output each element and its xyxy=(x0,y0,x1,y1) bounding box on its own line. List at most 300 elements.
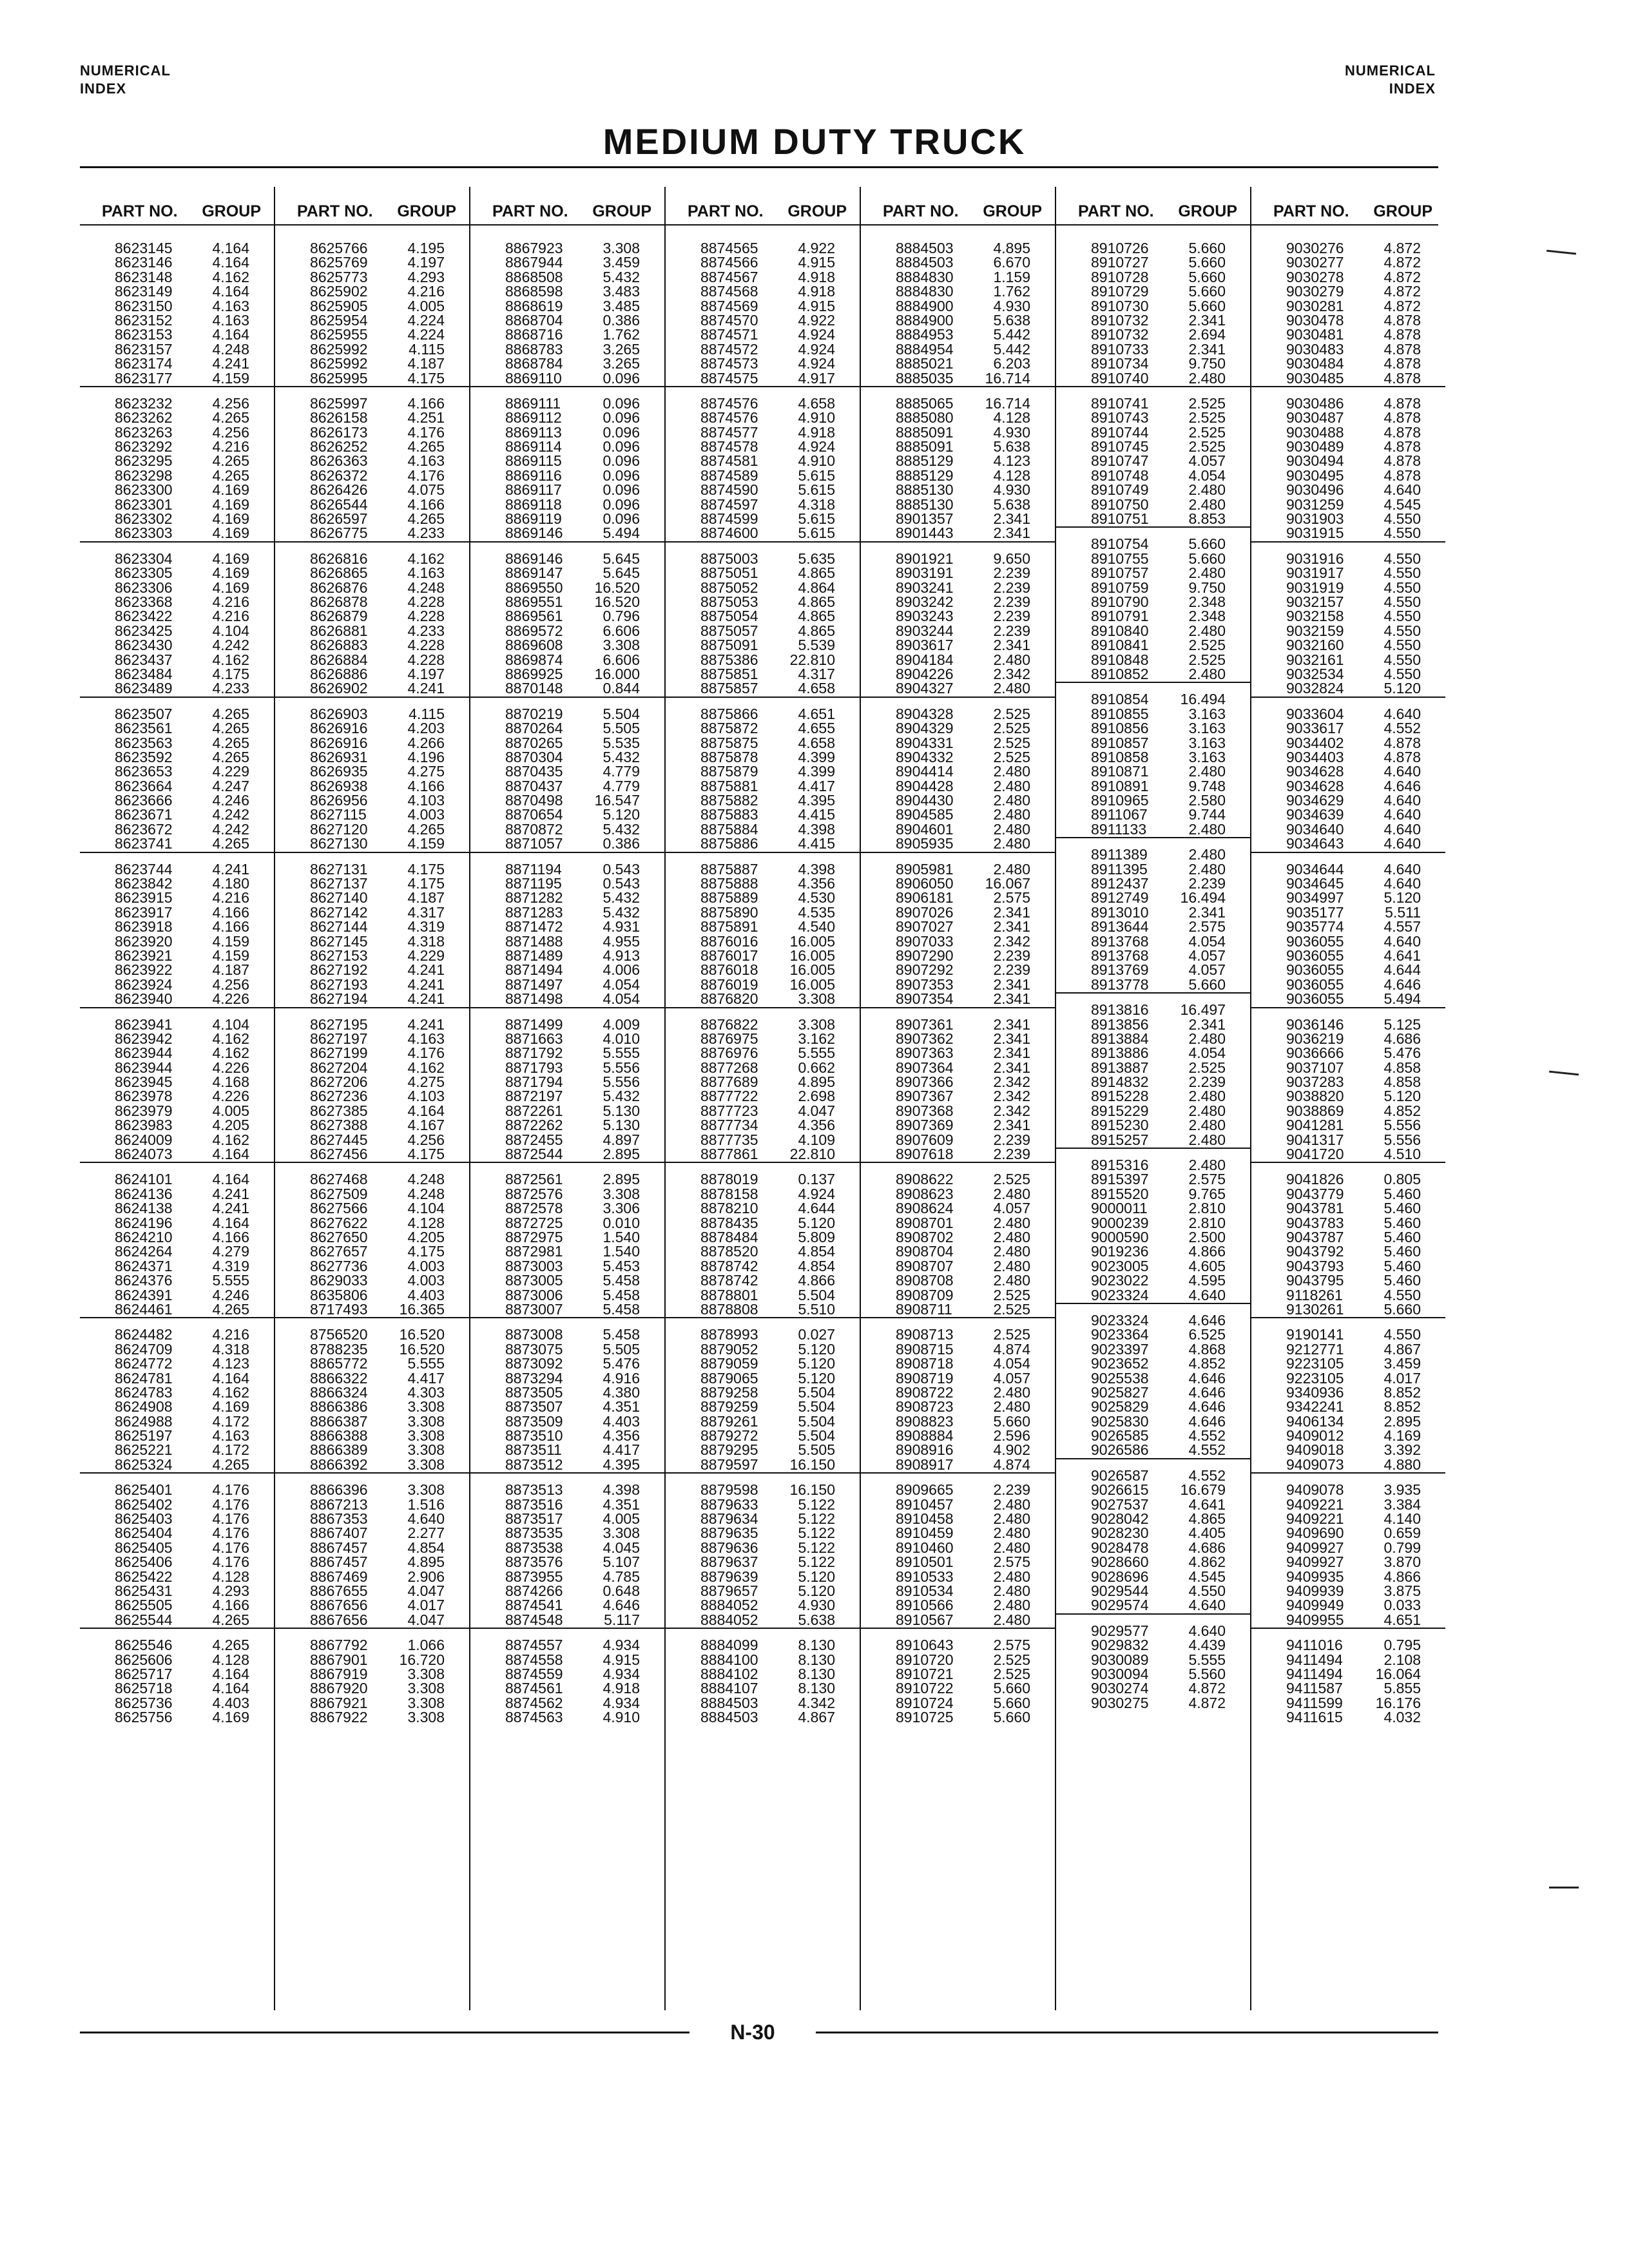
table-row xyxy=(1251,1017,1445,1032)
table-row xyxy=(80,1696,274,1710)
group-number: 16.497 xyxy=(1180,1001,1226,1019)
group-number: 16.150 xyxy=(789,1456,835,1473)
group-number: 4.241 xyxy=(212,860,249,878)
table-row xyxy=(861,425,1055,439)
table-row xyxy=(80,1133,274,1147)
group-number: 22.810 xyxy=(789,651,835,668)
part-number: 8901443 xyxy=(896,524,954,542)
group-number: 1.066 xyxy=(407,1637,445,1654)
table-row xyxy=(1251,497,1445,512)
group-number: 5.130 xyxy=(602,1102,640,1119)
table-row xyxy=(861,327,1055,341)
group-number: 4.403 xyxy=(407,1286,445,1303)
table-row xyxy=(1056,439,1250,454)
table-row xyxy=(275,1681,469,1695)
table-row xyxy=(1251,862,1445,876)
table-row xyxy=(666,327,860,341)
part-number: 9032824 xyxy=(1286,680,1344,697)
table-row xyxy=(470,497,664,512)
group-number: 4.318 xyxy=(798,495,835,513)
table-row xyxy=(666,468,860,483)
group-number: 0.662 xyxy=(798,1059,835,1076)
group-number: 4.265 xyxy=(212,1611,249,1628)
part-number: 8876822 xyxy=(700,1015,758,1033)
group-number: 4.878 xyxy=(1383,748,1421,765)
part-number: 8876016 xyxy=(700,932,758,950)
table-row xyxy=(275,1230,469,1244)
group-number: 4.140 xyxy=(1383,1510,1421,1528)
group-number: 3.483 xyxy=(602,283,640,300)
group-number: 4.293 xyxy=(407,268,445,285)
table-row xyxy=(275,1342,469,1356)
group-number: 5.453 xyxy=(602,1257,640,1274)
part-number: 9023364 xyxy=(1091,1326,1149,1343)
part-number: 8627137 xyxy=(310,875,368,892)
table-row xyxy=(861,736,1055,750)
table-row xyxy=(470,454,664,468)
group-number: 5.120 xyxy=(1383,889,1421,907)
part-number: 8627140 xyxy=(310,889,368,907)
group-number: 4.247 xyxy=(212,777,249,794)
group-number: 4.164 xyxy=(212,1369,249,1387)
group-header: GROUP xyxy=(592,202,651,220)
table-row xyxy=(80,327,274,341)
group-header: GROUP xyxy=(1178,202,1237,220)
part-number: 8623592 xyxy=(115,748,173,765)
part-number: 9032158 xyxy=(1286,608,1344,625)
table-row xyxy=(861,609,1055,623)
group-number: 4.162 xyxy=(212,1131,249,1148)
table-row xyxy=(470,299,664,313)
part-number: 8873538 xyxy=(505,1539,563,1556)
table-row xyxy=(861,624,1055,638)
group-number: 4.216 xyxy=(212,1326,249,1343)
table-row xyxy=(861,807,1055,822)
group-number: 4.356 xyxy=(798,1117,835,1134)
part-number: 8869116 xyxy=(505,466,562,484)
group-number: 4.265 xyxy=(212,835,249,852)
table-row xyxy=(1056,1428,1250,1443)
table-row xyxy=(861,1638,1055,1652)
group-number: 4.550 xyxy=(1383,637,1421,654)
group-number: 5.120 xyxy=(1383,1088,1421,1105)
row-block xyxy=(275,1483,469,1629)
group-number: 5.442 xyxy=(993,326,1030,343)
table-row xyxy=(275,410,469,425)
group-number: 2.895 xyxy=(1383,1412,1421,1430)
group-number: 4.854 xyxy=(798,1257,835,1274)
group-number: 2.480 xyxy=(993,1568,1030,1585)
table-row xyxy=(470,1681,664,1695)
part-number: 8627385 xyxy=(310,1102,368,1119)
table-row xyxy=(1251,624,1445,638)
group-number: 4.216 xyxy=(212,593,249,610)
part-number: 8624101 xyxy=(115,1171,173,1188)
part-number: 9030488 xyxy=(1286,423,1344,441)
part-number: 8626426 xyxy=(310,481,368,499)
part-number: 9023324 xyxy=(1091,1311,1149,1329)
table-row xyxy=(1056,371,1250,385)
header-right-label: NUMERICAL INDEX xyxy=(1345,62,1436,97)
part-number: 8904332 xyxy=(896,748,954,765)
group-number: 4.545 xyxy=(1188,1568,1226,1585)
row-block xyxy=(861,1327,1055,1474)
group-number: 2.480 xyxy=(1188,1102,1226,1119)
group-number: 5.107 xyxy=(602,1553,640,1571)
table-row xyxy=(666,653,860,667)
table-row xyxy=(275,454,469,468)
group-number: 3.308 xyxy=(407,1481,445,1499)
part-number: 8878158 xyxy=(700,1185,758,1202)
group-number: 4.918 xyxy=(798,283,835,300)
row-block xyxy=(1251,241,1445,387)
table-row xyxy=(1056,1259,1250,1273)
table-row xyxy=(1056,807,1250,822)
part-number: 8904331 xyxy=(896,734,954,751)
part-number: 8867944 xyxy=(505,254,563,271)
part-number: 8879259 xyxy=(700,1398,758,1416)
table-row xyxy=(861,1526,1055,1540)
group-number: 2.480 xyxy=(993,1229,1030,1245)
table-row xyxy=(470,1526,664,1540)
table-row xyxy=(861,1302,1055,1316)
part-number: 8624136 xyxy=(115,1185,173,1202)
part-number: 8874575 xyxy=(700,369,758,387)
group-number: 4.054 xyxy=(602,975,640,993)
group-number: 2.480 xyxy=(1188,481,1226,499)
part-number: 8871057 xyxy=(505,835,563,852)
part-number: 8624073 xyxy=(115,1146,173,1163)
group-number: 4.658 xyxy=(798,680,835,697)
table-row xyxy=(80,410,274,425)
group-number: 2.341 xyxy=(993,1044,1030,1062)
group-number: 2.480 xyxy=(1188,495,1226,513)
table-row xyxy=(80,779,274,793)
group-number: 4.226 xyxy=(212,990,249,1008)
group-number: 5.460 xyxy=(1383,1200,1421,1217)
table-row xyxy=(275,371,469,385)
table-row xyxy=(1056,1104,1250,1118)
part-number: 8910533 xyxy=(896,1568,954,1585)
group-number: 4.228 xyxy=(407,593,445,610)
table-row xyxy=(1251,1613,1445,1627)
group-number: 4.128 xyxy=(212,1651,249,1668)
table-row xyxy=(861,1443,1055,1457)
table-row xyxy=(666,807,860,822)
part-number: 8884900 xyxy=(896,297,954,314)
part-number: 8908713 xyxy=(896,1326,954,1343)
group-number: 4.644 xyxy=(1383,961,1421,979)
table-row xyxy=(1056,1201,1250,1215)
group-number: 2.694 xyxy=(1188,326,1226,343)
table-row xyxy=(1251,1089,1445,1103)
table-row xyxy=(1251,1075,1445,1089)
group-number: 4.169 xyxy=(212,510,249,528)
table-row xyxy=(470,1017,664,1032)
table-row xyxy=(275,439,469,454)
table-row xyxy=(80,1089,274,1103)
part-number: 9026615 xyxy=(1091,1481,1149,1499)
group-number: 5.660 xyxy=(1188,975,1226,993)
part-number: 8884503 xyxy=(700,1709,758,1726)
part-number: 8866386 xyxy=(310,1398,368,1416)
part-number: 8627199 xyxy=(310,1044,368,1062)
table-row xyxy=(275,1443,469,1457)
table-row xyxy=(666,1327,860,1341)
group-number: 3.308 xyxy=(602,240,640,256)
table-row xyxy=(1056,566,1250,580)
table-row xyxy=(275,963,469,977)
group-number: 4.439 xyxy=(1188,1637,1226,1654)
part-number: 8868619 xyxy=(505,297,563,314)
group-number: 4.256 xyxy=(407,1131,445,1148)
group-number: 5.120 xyxy=(1383,680,1421,697)
group-number: 4.103 xyxy=(407,1088,445,1105)
table-row xyxy=(1056,1273,1250,1287)
table-row xyxy=(861,1584,1055,1598)
part-number: 8879639 xyxy=(700,1568,758,1585)
group-number: 4.176 xyxy=(212,1539,249,1556)
part-number: 8879597 xyxy=(700,1456,758,1473)
table-row xyxy=(1056,1187,1250,1201)
part-number: 8910732 xyxy=(1091,326,1149,343)
part-number: 8870435 xyxy=(505,763,563,780)
group-number: 4.054 xyxy=(1188,932,1226,950)
table-row xyxy=(1056,581,1250,595)
part-number: 9028660 xyxy=(1091,1553,1149,1571)
row-block xyxy=(666,707,860,853)
part-number: 8905981 xyxy=(896,860,954,878)
part-number: 8625544 xyxy=(115,1611,173,1628)
part-number: 8867920 xyxy=(310,1680,368,1697)
table-row xyxy=(1056,1216,1250,1230)
group-number: 3.308 xyxy=(798,1015,835,1033)
part-number: 8878808 xyxy=(700,1300,758,1318)
margin-mark xyxy=(1549,1071,1579,1076)
table-row xyxy=(861,1457,1055,1472)
table-row xyxy=(861,1356,1055,1370)
group-number: 2.277 xyxy=(407,1524,445,1542)
part-number: 8625422 xyxy=(115,1568,173,1585)
part-number: 8907354 xyxy=(896,990,954,1008)
table-row xyxy=(666,454,860,468)
table-row xyxy=(1251,822,1445,836)
table-row xyxy=(861,1613,1055,1627)
table-row xyxy=(666,822,860,836)
part-number: 8873535 xyxy=(505,1524,563,1542)
part-number: 8874576 xyxy=(700,394,758,412)
table-row xyxy=(666,1302,860,1316)
group-number: 2.525 xyxy=(1188,637,1226,654)
table-row xyxy=(1056,1003,1250,1017)
table-row xyxy=(861,653,1055,667)
part-number: 8867901 xyxy=(310,1651,368,1668)
part-no-header: PART NO. xyxy=(1273,202,1349,220)
table-row xyxy=(1056,1468,1250,1483)
table-row xyxy=(1056,1032,1250,1046)
group-number: 5.660 xyxy=(1188,535,1226,553)
table-row xyxy=(275,919,469,934)
part-number: 9030495 xyxy=(1286,466,1344,484)
part-number: 8623940 xyxy=(115,990,173,1008)
group-number: 5.458 xyxy=(602,1300,640,1318)
table-row xyxy=(1056,692,1250,706)
part-number: 8885129 xyxy=(896,466,954,484)
group-number: 2.525 xyxy=(993,1171,1030,1188)
part-number: 8906050 xyxy=(896,875,954,892)
table-row xyxy=(470,1696,664,1710)
group-number: 4.057 xyxy=(993,1369,1030,1387)
column-header xyxy=(1056,187,1250,224)
group-number: 4.256 xyxy=(212,394,249,412)
part-number: 8885129 xyxy=(896,452,954,470)
group-number: 4.922 xyxy=(798,311,835,329)
group-number: 4.510 xyxy=(1383,1146,1421,1163)
table-row xyxy=(666,1147,860,1161)
part-number: 8875889 xyxy=(700,889,758,907)
row-block xyxy=(1056,692,1250,838)
table-row xyxy=(275,707,469,721)
group-number: 0.096 xyxy=(602,423,640,441)
part-number: 8623918 xyxy=(115,918,173,936)
table-row xyxy=(666,876,860,890)
group-number: 2.575 xyxy=(993,889,1030,907)
table-row xyxy=(275,1598,469,1612)
table-row xyxy=(80,396,274,410)
table-row xyxy=(80,1172,274,1186)
part-number: 9023652 xyxy=(1091,1355,1149,1372)
table-row xyxy=(861,483,1055,497)
row-block xyxy=(1056,1158,1250,1304)
part-number: 8904226 xyxy=(896,665,954,682)
part-number: 8910458 xyxy=(896,1510,954,1528)
group-number: 4.854 xyxy=(407,1539,445,1556)
table-row xyxy=(275,1526,469,1540)
part-number: 8872544 xyxy=(505,1146,563,1163)
group-number: 16.520 xyxy=(594,579,640,596)
group-number: 0.648 xyxy=(602,1582,640,1599)
table-row xyxy=(80,624,274,638)
table-row xyxy=(80,1443,274,1457)
part-number: 8910852 xyxy=(1091,665,1149,682)
part-number: 8885035 xyxy=(896,369,954,387)
table-row xyxy=(275,512,469,526)
group-number: 4.162 xyxy=(212,1030,249,1047)
part-number: 8910727 xyxy=(1091,254,1149,271)
part-number: 8626865 xyxy=(310,564,368,582)
group-number: 4.164 xyxy=(407,1102,445,1119)
table-row xyxy=(1056,653,1250,667)
group-number: 2.525 xyxy=(993,720,1030,737)
part-number: 9030279 xyxy=(1286,283,1344,300)
table-row xyxy=(80,1428,274,1443)
group-number: 4.166 xyxy=(212,1229,249,1245)
part-number: 8868704 xyxy=(505,311,563,329)
part-number: 8873955 xyxy=(505,1568,563,1585)
table-row xyxy=(1251,371,1445,385)
group-number: 4.878 xyxy=(1383,734,1421,751)
table-row xyxy=(1251,342,1445,356)
part-number: 9034402 xyxy=(1286,734,1344,751)
part-number: 8625404 xyxy=(115,1524,173,1542)
group-number: 2.480 xyxy=(993,680,1030,697)
group-number: 5.120 xyxy=(798,1568,835,1585)
table-row xyxy=(1056,638,1250,652)
table-row xyxy=(666,1342,860,1356)
part-number: 8623145 xyxy=(115,240,173,256)
table-row xyxy=(861,1414,1055,1428)
part-number: 8905935 xyxy=(896,835,954,852)
part-number: 8879634 xyxy=(700,1510,758,1528)
group-number: 0.096 xyxy=(602,481,640,499)
group-number: 2.525 xyxy=(993,1326,1030,1343)
part-number: 8873007 xyxy=(505,1300,563,1318)
table-row xyxy=(80,1075,274,1089)
group-number: 6.606 xyxy=(602,622,640,639)
group-number: 2.480 xyxy=(993,1398,1030,1416)
part-number: 9411615 xyxy=(1286,1709,1343,1726)
group-number: 4.934 xyxy=(602,1665,640,1682)
table-row xyxy=(470,1273,664,1287)
part-number: 8626372 xyxy=(310,466,368,484)
part-number: 8913816 xyxy=(1091,1001,1149,1019)
part-number: 8875891 xyxy=(700,918,758,936)
table-row xyxy=(80,793,274,807)
part-number: 9032161 xyxy=(1286,651,1344,668)
part-number: 8623149 xyxy=(115,283,173,300)
table-row xyxy=(1056,948,1250,963)
part-number: 8910751 xyxy=(1091,510,1149,528)
group-number: 2.525 xyxy=(993,1665,1030,1682)
part-number: 9409949 xyxy=(1286,1597,1344,1614)
group-number: 4.852 xyxy=(1188,1355,1226,1372)
table-row xyxy=(470,624,664,638)
table-row xyxy=(861,948,1055,963)
part-number: 9030489 xyxy=(1286,438,1344,456)
table-row xyxy=(80,1598,274,1612)
part-number: 8870498 xyxy=(505,792,563,809)
part-number: 8901921 xyxy=(896,550,954,567)
group-number: 4.550 xyxy=(1383,1286,1421,1303)
table-row xyxy=(666,1584,860,1598)
part-number: 8874548 xyxy=(505,1611,563,1628)
part-number: 8910747 xyxy=(1091,452,1149,470)
part-number: 8627120 xyxy=(310,820,368,838)
part-number: 8870304 xyxy=(505,748,563,765)
table-row xyxy=(80,313,274,327)
table-row xyxy=(666,1133,860,1147)
group-number: 4.045 xyxy=(602,1539,640,1556)
part-number: 8877735 xyxy=(700,1131,758,1148)
part-number: 8623561 xyxy=(115,720,173,737)
part-number: 9038869 xyxy=(1286,1102,1344,1119)
part-number: 8908622 xyxy=(896,1171,954,1188)
group-number: 3.308 xyxy=(407,1412,445,1430)
group-number: 5.432 xyxy=(602,889,640,907)
table-row xyxy=(861,1512,1055,1526)
part-number: 9026587 xyxy=(1091,1466,1149,1484)
group-number: 5.122 xyxy=(798,1539,835,1556)
group-number: 16.067 xyxy=(985,875,1030,892)
group-number: 2.580 xyxy=(1188,792,1226,809)
group-number: 4.878 xyxy=(1383,369,1421,387)
part-number: 8623303 xyxy=(115,524,173,542)
part-number: 8913856 xyxy=(1091,1015,1149,1033)
part-number: 8910791 xyxy=(1091,608,1149,625)
group-number: 4.867 xyxy=(1383,1340,1421,1358)
part-number: 8908708 xyxy=(896,1272,954,1289)
part-number: 8623922 xyxy=(115,961,173,979)
